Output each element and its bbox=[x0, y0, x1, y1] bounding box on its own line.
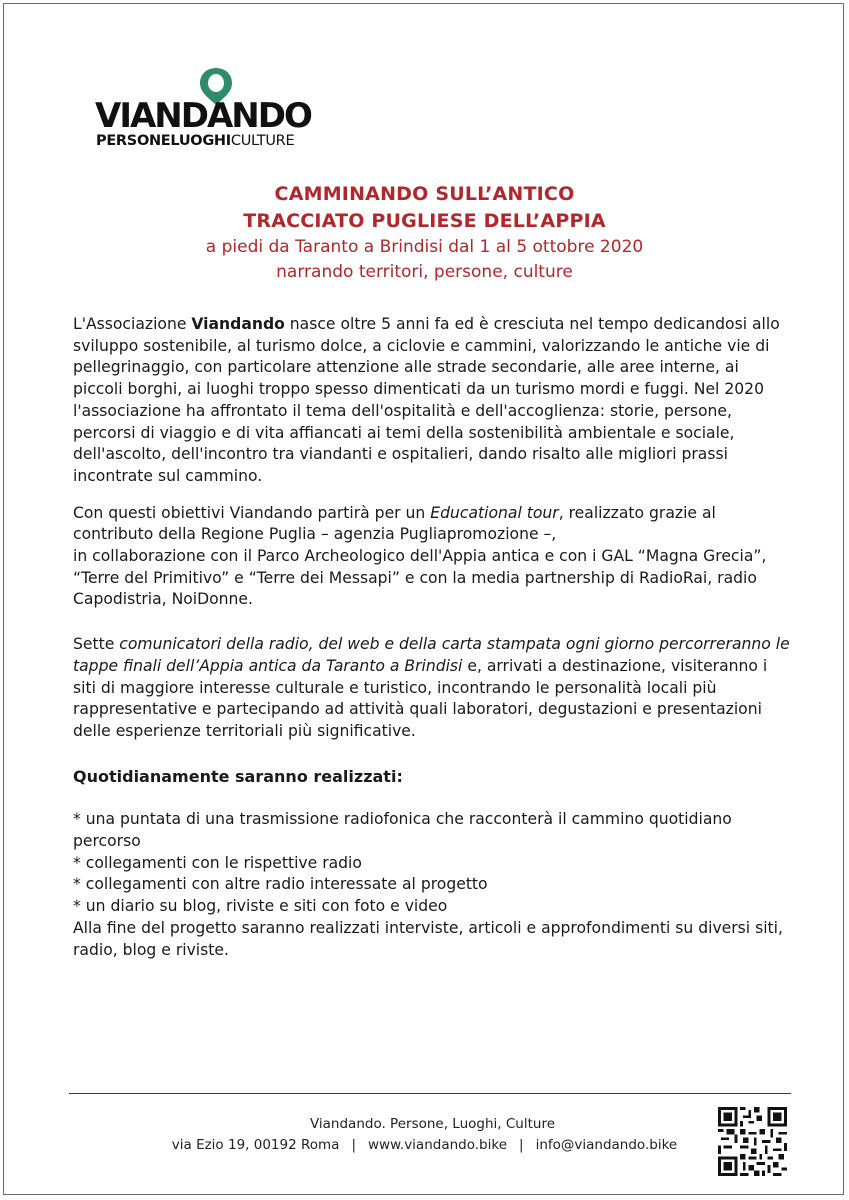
paragraph-intro bbox=[73, 314, 793, 488]
footer-email-link[interactable]: info@viandando.bike bbox=[535, 1137, 678, 1153]
paragraph-objectives-italic: Educational tour bbox=[430, 503, 559, 522]
viandando-logo bbox=[95, 66, 335, 156]
title-line-2: TRACCIATO PUGLIESE DELL’APPIA bbox=[243, 210, 606, 232]
paragraph-objectives-rest: in collaborazione con il Parco Archeologico dell'Appia antica e con i GAL “Magna Grecia”, “Terre del Primitivo” e “Terre dei Messapi” e con la media partnership di RadioRai, radio Capodistria, NoiDonne. bbox=[73, 547, 767, 609]
footer-address: via Ezio 19, 00192 Roma bbox=[171, 1137, 340, 1153]
logo-tagline bbox=[96, 133, 294, 149]
closing-line: Alla fine del progetto saranno realizzati interviste, articoli e approfondimenti su diversi siti, radio, blog e riviste. bbox=[73, 918, 783, 959]
paragraph-communicators-lead: Sette bbox=[73, 635, 120, 654]
list-item: * una puntata di una trasmissione radiofonica che racconterà il cammino quotidiano percorso bbox=[73, 810, 732, 851]
paragraph-objectives bbox=[73, 503, 793, 612]
activity-list bbox=[73, 809, 793, 961]
title-line-1: CAMMINANDO SULL’ANTICO bbox=[274, 183, 575, 205]
footer-separator: | bbox=[351, 1137, 357, 1153]
paragraph-intro-bold: Viandando bbox=[191, 315, 285, 333]
logo-tagline-light: CULTURE bbox=[230, 133, 295, 149]
list-item: * un diario su blog, riviste e siti con foto e video bbox=[73, 897, 448, 916]
subtitle-line-2: narrando territori, persone, culture bbox=[276, 262, 573, 282]
paragraph-communicators-italic: comunicatori della radio, del web e della carta stampata ogni giorno percorreranno le tappe finali dell’Appia antica da Taranto a Brindisi bbox=[73, 635, 790, 675]
list-item: * collegamenti con le rispettive radio bbox=[73, 853, 362, 872]
paragraph-communicators-rest: e, arrivati a destinazione, visiteranno i siti di maggiore interesse culturale e turistico, incontrando le personalità locali più rappresentative e partecipando ad attività quali laboratori, degustazioni e presentazioni delle esperienze territoriali più significative. bbox=[73, 656, 768, 740]
logo-tagline-bold: PERSONELUOGHI bbox=[96, 133, 231, 149]
paragraph-objectives-lead: Con questi obiettivi Viandando partirà per un bbox=[73, 503, 431, 522]
paragraph-objectives-mid: , realizzato grazie al contributo della Regione Puglia – agenzia Pugliapromozione –, bbox=[73, 503, 716, 544]
list-item: * collegamenti con altre radio interessate al progetto bbox=[73, 875, 488, 894]
footer-divider bbox=[69, 1093, 791, 1094]
subtitle-line-1: a piedi da Taranto a Brindisi dal 1 al 5 ottobre 2020 bbox=[205, 237, 644, 257]
section-heading: Quotidianamente saranno realizzati: bbox=[73, 766, 403, 786]
footer-separator: | bbox=[519, 1137, 524, 1153]
document-title bbox=[0, 181, 849, 285]
footer-tagline: Viandando. Persone, Luoghi, Culture bbox=[309, 1116, 556, 1132]
footer-website-link[interactable]: www.viandando.bike bbox=[368, 1137, 508, 1153]
logo-wordmark: VIANDANDO bbox=[95, 96, 311, 136]
qr-code-icon[interactable] bbox=[718, 1107, 787, 1176]
paragraph-intro-rest: nasce oltre 5 anni fa ed è cresciuta nel tempo dedicandosi allo sviluppo sostenibile, al turismo dolce, a ciclovie e cammini, valorizzando le antiche vie di pellegrinaggio, con particolare attenzione alle strade secondarie, alle aree interne, ai piccoli borghi, ai luoghi troppo spesso dimenticati da un turismo mordi e fuggi. Nel 2020 l'associazione ha affrontato il tema dell'ospitalità e dell'accoglienza: storie, persone, percorsi di viaggio e di vita affiancati ai temi della sostenibilità ambientale e sociale, dell'ascolto, dell'incontro tra viandanti e ospitalieri, dando risalto alle migliori prassi incontrate sul cammino. bbox=[73, 315, 780, 485]
paragraph-intro-lead: L'Associazione bbox=[73, 315, 192, 333]
paragraph-communicators bbox=[73, 634, 793, 743]
document-body bbox=[73, 314, 793, 961]
